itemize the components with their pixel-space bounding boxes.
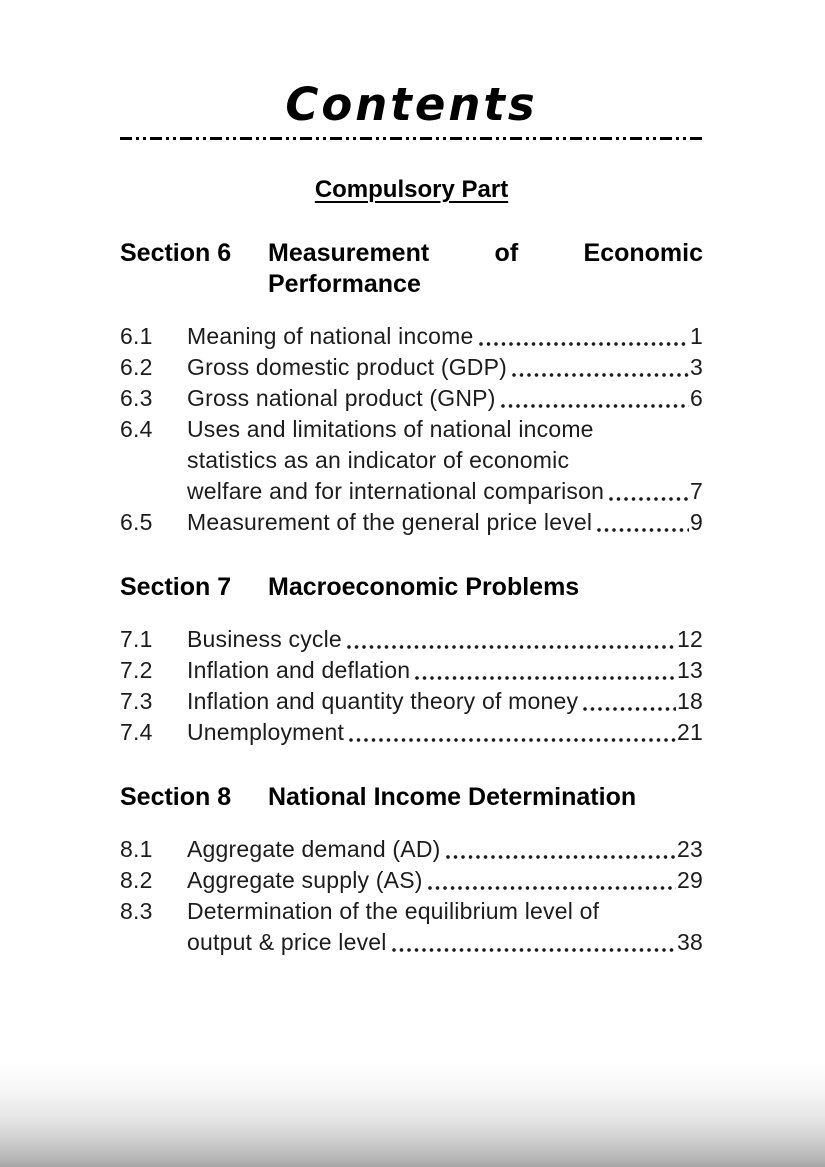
entry-text: Business cycle: [187, 626, 342, 652]
entry-page-number: 12: [677, 626, 703, 652]
toc-entry: [120, 321, 703, 352]
dash-dot-divider: [120, 137, 703, 140]
dot-leader: [415, 676, 676, 680]
entry-text-line: Determination of the equilibrium level of: [187, 898, 600, 924]
section-8: [120, 782, 703, 958]
entry-number: 6.1: [120, 323, 153, 349]
entry-page-number: 6: [690, 385, 703, 411]
section-6: [120, 238, 703, 538]
entry-page-number: 13: [677, 657, 703, 683]
entry-text: Gross domestic product (GDP): [187, 354, 508, 380]
toc-entry: [120, 507, 703, 538]
entry-text: output & price level: [187, 929, 387, 955]
dot-leader: [347, 645, 676, 649]
entry-page-number: 38: [677, 929, 703, 955]
section-heading: [120, 238, 703, 300]
section-heading: [120, 572, 703, 603]
entry-number: 6.2: [120, 354, 153, 380]
toc-entry: [120, 352, 703, 383]
entry-text: Inflation and deflation: [187, 657, 411, 683]
toc-entry: [120, 896, 703, 958]
dot-leader: [392, 948, 676, 952]
entry-text: Measurement of the general price level: [187, 509, 593, 535]
part-heading: Compulsory Part: [314, 176, 509, 203]
entry-number: 8.2: [120, 867, 153, 893]
dot-leader: [349, 738, 676, 742]
section-label: Section 8: [120, 783, 232, 811]
entry-number: 7.2: [120, 657, 153, 683]
section-title: Measurement of Economic Performance: [268, 239, 703, 298]
toc-entry: [120, 834, 703, 865]
entry-page-number: 21: [677, 719, 703, 745]
entry-text-line: Uses and limitations of national income: [187, 416, 594, 442]
toc-entry: [120, 383, 703, 414]
page-bottom-shadow: [0, 1062, 825, 1167]
dot-leader: [512, 373, 689, 377]
entry-number: 6.5: [120, 509, 153, 535]
toc-entry: [120, 624, 703, 655]
dot-leader: [597, 528, 689, 532]
page-title: Contents: [285, 78, 538, 131]
toc-entry: [120, 655, 703, 686]
entry-page-number: 1: [690, 323, 703, 349]
dot-leader: [501, 404, 689, 408]
entry-text: Aggregate demand (AD): [187, 836, 441, 862]
dot-leader: [479, 342, 690, 346]
entry-text: Unemployment: [187, 719, 345, 745]
entry-text: welfare and for international comparison: [187, 478, 605, 504]
dot-leader: [428, 886, 676, 890]
section-title: Macroeconomic Problems: [268, 573, 580, 601]
toc-entry: [120, 865, 703, 896]
entry-page-number: 9: [690, 509, 703, 535]
section-label: Section 7: [120, 573, 232, 601]
entry-number: 8.3: [120, 898, 153, 924]
entry-page-number: 3: [690, 354, 703, 380]
toc-entry: [120, 414, 703, 507]
entry-number: 6.4: [120, 416, 153, 442]
entry-page-number: 23: [677, 836, 703, 862]
dot-leader: [609, 497, 689, 501]
entry-page-number: 7: [690, 478, 703, 504]
toc-entry: [120, 686, 703, 717]
entry-number: 8.1: [120, 836, 153, 862]
dot-leader: [583, 707, 676, 711]
entry-text: Aggregate supply (AS): [187, 867, 423, 893]
entry-number: 6.3: [120, 385, 153, 411]
section-title: National Income Determination: [268, 783, 637, 811]
entry-text: Gross national product (GNP): [187, 385, 496, 411]
entry-text: Meaning of national income: [187, 323, 474, 349]
entry-number: 7.4: [120, 719, 153, 745]
toc-entry: [120, 717, 703, 748]
dot-leader: [446, 855, 677, 859]
entry-number: 7.1: [120, 626, 153, 652]
entry-page-number: 29: [677, 867, 703, 893]
entry-number: 7.3: [120, 688, 153, 714]
section-7: [120, 572, 703, 748]
section-label: Section 6: [120, 239, 232, 267]
entry-text: Inflation and quantity theory of money: [187, 688, 579, 714]
section-heading: [120, 782, 703, 813]
entry-page-number: 18: [677, 688, 703, 714]
entry-text-line: statistics as an indicator of economic: [187, 447, 570, 473]
